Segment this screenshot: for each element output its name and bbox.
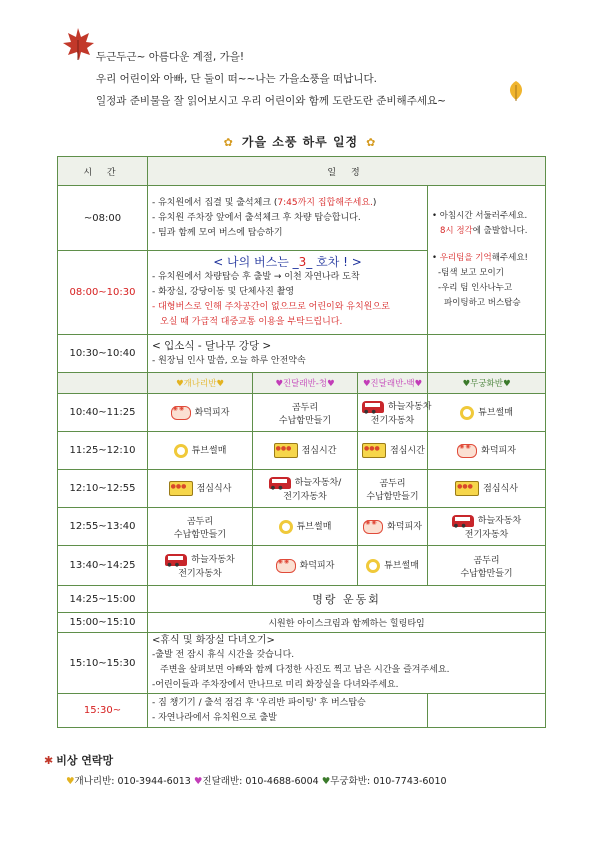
- reminder-cell: [428, 186, 546, 335]
- activity-cell: [428, 432, 546, 470]
- lunchbox-icon: [455, 481, 479, 496]
- activity-text: 화덕피자: [387, 522, 422, 533]
- contact-name: 진달래반:: [202, 776, 243, 787]
- activity-cell: [148, 470, 253, 508]
- group-header-row: [58, 373, 546, 394]
- reminder-text: • 아침시간 서둘러주세요.: [432, 211, 528, 221]
- activity-text: 하늘자동차: [191, 555, 235, 566]
- item-text: ): [372, 197, 377, 208]
- activity-text: 튜브썰매: [191, 446, 227, 457]
- time-cell: 08:00~10:30: [58, 251, 148, 335]
- activity-text: 하늘자동차/: [294, 478, 342, 489]
- reminder-text: 에 출발합니다.: [472, 226, 528, 236]
- item-text: 주변을 살펴보면 아빠와 함께 다정한 사진도 찍고 남은 시간을 즐겨주세요.: [160, 665, 450, 675]
- activity-cell: [253, 470, 358, 508]
- table-row: [58, 470, 546, 508]
- activity-text: 수납함만들기: [173, 529, 227, 540]
- intro-line-3: 일정과 준비물을 잘 읽어보시고 우리 어린이와 함께 도란도란 준비해주세요~: [96, 95, 446, 107]
- group-jindallae-white: ♥진달래반-백♥: [358, 373, 428, 394]
- heart-icon: ♥: [193, 776, 203, 787]
- activity-text: 수납함만들기: [278, 415, 332, 426]
- activity-text: 수납함만들기: [366, 491, 419, 502]
- activity-text: 곰두리: [186, 516, 214, 527]
- table-row: [58, 508, 546, 546]
- time-cell: 15:30~: [58, 694, 148, 728]
- pizza-icon: [276, 559, 296, 573]
- empty-cell: [428, 694, 546, 728]
- tube-sled-icon: [366, 559, 380, 573]
- pizza-icon: [457, 444, 477, 458]
- page-title: [0, 133, 600, 150]
- activity-cell: [428, 508, 546, 546]
- contact-phone[interactable]: 010-4688-6004: [245, 776, 319, 787]
- activity-text: 튜브썰매: [296, 522, 332, 533]
- item-text: - 화장실, 강당이동 및 단체사진 촬영: [152, 287, 295, 297]
- item-text: -어린이들과 주차장에서 만나므로 미리 화장실을 다녀와주세요.: [152, 680, 399, 690]
- bus-icon: [269, 477, 291, 489]
- group-mugunghwa: ♥무궁화반♥: [428, 373, 546, 394]
- reminder-text: 파이팅하고 버스탑승: [444, 298, 521, 308]
- bus-number-text: [152, 255, 423, 270]
- activity-cell: [358, 394, 432, 432]
- activity-text: 점심시간: [390, 446, 425, 456]
- activity-cell: [358, 432, 428, 470]
- contact-title: [44, 752, 113, 768]
- contact-phone[interactable]: 010-3944-6013: [117, 776, 191, 787]
- activity-cell: [428, 394, 546, 432]
- schedule-cell: [148, 335, 428, 373]
- autumn-leaf-icon: [506, 80, 526, 102]
- lunchbox-icon: [169, 481, 193, 496]
- ice-cream-cell: 시원한 아이스크림과 함께하는 힐링타임: [148, 613, 546, 633]
- item-text: -출발 전 잠시 휴식 시간을 갖습니다.: [152, 650, 295, 660]
- item-text: - 원장님 인사 말씀, 오늘 하루 안전약속: [152, 355, 306, 366]
- time-cell: 15:10~15:30: [58, 633, 148, 694]
- activity-cell: [358, 508, 428, 546]
- time-cell: 14:25~15:00: [58, 586, 148, 613]
- tube-sled-icon: [174, 444, 188, 458]
- highlight-text: 8시 정각: [440, 226, 473, 236]
- pizza-icon: [171, 406, 191, 420]
- table-row: [58, 394, 546, 432]
- bus-text: _ 호차 ! >: [306, 255, 362, 269]
- leaf-icon: ✿: [223, 136, 234, 149]
- contact-title-text: 비상 연락망: [56, 754, 114, 767]
- heart-icon: ♥: [66, 776, 75, 787]
- table-row: [58, 432, 546, 470]
- empty-cell: [428, 335, 546, 373]
- activity-cell: [358, 546, 428, 586]
- schedule-cell: [148, 186, 428, 251]
- highlight-text: 7:45까지 집합해주세요.: [277, 197, 373, 208]
- activity-text: 곰두리: [291, 402, 319, 413]
- bus-number: 3: [298, 255, 307, 269]
- intro-line-1: 두근두근~ 아름다운 계절, 가을!: [96, 51, 245, 63]
- activity-cell: [148, 432, 253, 470]
- activity-cell: [253, 432, 358, 470]
- time-cell: 12:10~12:55: [58, 470, 148, 508]
- table-header: [58, 157, 546, 186]
- activity-cell: [148, 546, 253, 586]
- activity-text: 수납함만들기: [460, 568, 513, 579]
- bus-icon: [452, 515, 474, 527]
- activity-text: 전기자동차: [178, 568, 222, 579]
- activity-cell: [428, 546, 546, 586]
- activity-cell: [253, 546, 358, 586]
- group-jindallae-blue: ♥진달래반-청♥: [253, 373, 358, 394]
- reminder-text: 해주세요!: [491, 253, 528, 263]
- page-title-text: 가을 소풍 하루 일정: [241, 135, 359, 149]
- time-cell: 15:00~15:10: [58, 613, 148, 633]
- activity-cell: [253, 508, 358, 546]
- activity-text: 하늘자동차: [388, 402, 432, 413]
- time-cell: ~08:00: [58, 186, 148, 251]
- intro-line-2: 우리 어린이와 아빠, 단 둘이 떠~~나는 가을소풍을 떠납니다.: [96, 73, 377, 85]
- header-schedule: 일 정: [148, 157, 546, 186]
- activity-text: 튜브썰매: [478, 408, 513, 419]
- group-gaenari: ♥개나리반♥: [148, 373, 253, 394]
- reminder-text: -우리 팀 인사나누고: [438, 283, 513, 293]
- activity-text: 하늘자동차: [477, 516, 522, 527]
- item-text: - 자연나라에서 유치원으로 출발: [152, 712, 277, 723]
- activity-text: 곰두리: [473, 555, 500, 566]
- intro-text: [96, 46, 446, 112]
- tube-sled-icon: [279, 520, 293, 534]
- item-text: - 짐 챙기기 / 출석 점검 후 '우리반 파이팅' 후 버스탑승: [152, 697, 366, 708]
- ceremony-title: < 입소식 - 달나무 강당 >: [152, 339, 272, 352]
- item-text: - 팀과 함께 모여 버스에 탑승하기: [152, 227, 283, 238]
- activity-text: 화덕피자: [299, 561, 335, 572]
- warning-text: 오실 때 가급적 대중교통 이용을 부탁드립니다.: [160, 317, 343, 327]
- item-text: - 유치원에서 차량탑승 후 출발 → 이천 자연나라 도착: [152, 272, 360, 282]
- contact-phone[interactable]: 010-7743-6010: [373, 776, 447, 787]
- activity-text: 화덕피자: [194, 408, 230, 419]
- contact-name: 개나리반:: [74, 776, 115, 787]
- table-row: [58, 586, 546, 613]
- maple-leaf-icon: [60, 26, 96, 62]
- schedule-cell: [148, 633, 546, 694]
- table-row: [58, 546, 546, 586]
- bus-text: < 나의 버스는 _: [213, 255, 299, 269]
- heart-icon: ♥: [321, 776, 331, 787]
- time-cell: 13:40~14:25: [58, 546, 148, 586]
- item-text: - 유치원에서 집결 및 출석체크 (: [152, 197, 278, 208]
- time-cell: 12:55~13:40: [58, 508, 148, 546]
- highlight-text: 우리팀을 기억: [439, 253, 492, 263]
- activity-cell: [148, 508, 253, 546]
- activity-text: 곰두리: [379, 478, 406, 489]
- activity-cell: [428, 470, 546, 508]
- tube-sled-icon: [460, 406, 474, 420]
- contact-name: 무궁화반:: [330, 776, 371, 787]
- item-text: - 유치원 주차장 앞에서 출석체크 후 차량 탑승합니다.: [152, 212, 361, 223]
- rest-title: <휴식 및 화장실 다녀오기>: [152, 635, 275, 646]
- activity-text: 전기자동차: [283, 491, 327, 502]
- table-row: [58, 633, 546, 694]
- header-time: 시 간: [58, 157, 148, 186]
- schedule-cell: [148, 251, 428, 335]
- reminder-text: -팀색 보고 모이기: [438, 268, 504, 278]
- activity-text: 전기자동차: [370, 415, 415, 426]
- schedule-cell: [148, 694, 428, 728]
- reminder-text: •: [432, 253, 440, 263]
- activity-cell: [358, 470, 428, 508]
- activity-cell: [148, 394, 253, 432]
- table-row: [58, 694, 546, 728]
- schedule-table: [57, 156, 546, 728]
- table-row: [58, 335, 546, 373]
- activity-text: 화덕피자: [481, 446, 516, 457]
- bus-icon: [165, 554, 187, 566]
- time-cell: 10:40~11:25: [58, 394, 148, 432]
- bus-icon: [362, 401, 384, 413]
- table-row: [58, 613, 546, 633]
- activity-text: 점심시간: [301, 446, 337, 456]
- warning-text: - 대형버스로 인해 주차공간이 없으므로 어린이와 유치원으로: [152, 302, 390, 312]
- pizza-icon: [363, 520, 383, 534]
- activity-cell: [253, 394, 358, 432]
- maple-leaf-icon: ✱: [44, 754, 54, 767]
- leaf-icon: ✿: [366, 136, 377, 149]
- time-cell: 10:30~10:40: [58, 335, 148, 373]
- time-cell: 11:25~12:10: [58, 432, 148, 470]
- activity-text: 점심식사: [483, 484, 518, 494]
- table-row: [58, 186, 546, 251]
- activity-text: 점심식사: [196, 484, 232, 494]
- contact-list: [66, 773, 447, 787]
- empty-cell: [58, 373, 148, 394]
- activity-text: 전기자동차: [464, 529, 509, 540]
- sports-day-cell: 명랑 운동회: [148, 586, 546, 613]
- activity-text: 튜브썰매: [384, 561, 419, 572]
- lunchbox-icon: [274, 443, 298, 458]
- lunchbox-icon: [362, 443, 386, 458]
